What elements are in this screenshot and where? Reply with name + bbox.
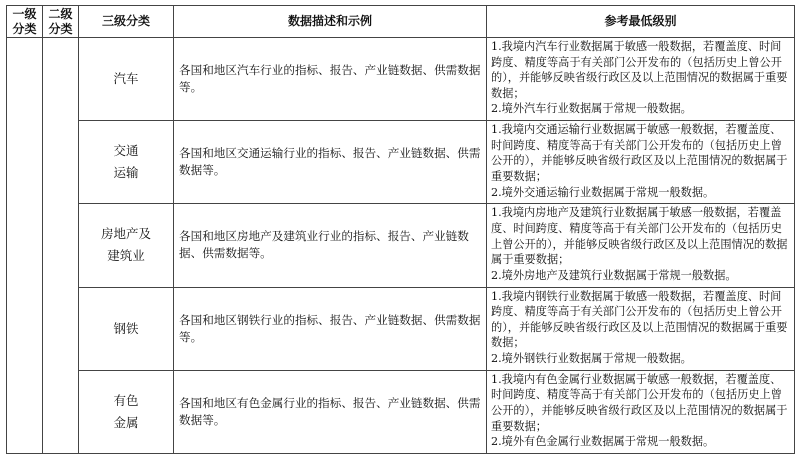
min-level-cell	[487, 370, 795, 453]
category-line: 钢铁	[113, 320, 139, 336]
category-cell	[79, 287, 174, 370]
min-level-item: 1.我境内交通运输行业数据属于敏感一般数据，若覆盖度、时间跨度、精度等高于有关部门公开发布的（包括历史上曾公开的），并能够反映省级行政区及以上范围情况的数据属于重要数据；	[491, 123, 788, 184]
description-cell: 各国和地区交通运输行业的指标、报告、产业链数据、供需数据等。	[174, 121, 487, 204]
table-row	[7, 370, 795, 453]
level1-cell	[7, 38, 43, 454]
min-level-item: 1.我境内房地产及建筑行业数据属于敏感一般数据，若覆盖度、时间跨度、精度等高于有关部门公开发布的（包括历史上曾公开的），并能够反映省级行政区及以上范围情况的数据属于重要数据；	[491, 206, 788, 267]
description-cell: 各国和地区钢铁行业的指标、报告、产业链数据、供需数据等。	[174, 287, 487, 370]
category-cell	[79, 121, 174, 204]
header-level1-line: 分类	[12, 21, 37, 36]
description-cell: 各国和地区有色金属行业的指标、报告、产业链数据、供需数据等。	[174, 370, 487, 453]
category-line: 金属	[113, 414, 139, 430]
min-level-item: 2.境外汽车行业数据属于常规一般数据。	[491, 102, 692, 116]
header-level1	[7, 6, 43, 38]
min-level-item: 2.境外钢铁行业数据属于常规一般数据。	[491, 351, 692, 365]
category-line: 汽车	[113, 71, 139, 87]
min-level-item: 2.境外房地产及建筑行业数据属于常规一般数据。	[491, 268, 737, 282]
category-line: 交通	[113, 143, 139, 159]
header-level2	[43, 6, 79, 38]
min-level-item: 1.我境内汽车行业数据属于敏感一般数据，若覆盖度、时间跨度、精度等高于有关部门公开发布的（包括历史上曾公开的），并能够反映省级行政区及以上范围情况的数据属于重要数据；	[491, 40, 788, 100]
min-level-item: 1.我境内钢铁行业数据属于敏感一般数据，若覆盖度、时间跨度、精度等高于有关部门公开发布的（包括历史上曾公开的），并能够反映省级行政区及以上范围情况的数据属于重要数据；	[491, 289, 788, 350]
category-line: 运输	[113, 165, 139, 181]
min-level-item: 2.境外交通运输行业数据属于常规一般数据。	[491, 185, 715, 199]
category-cell	[79, 204, 174, 287]
header-level3: 三级分类	[79, 6, 174, 38]
level2-cell	[43, 38, 79, 454]
header-row	[7, 6, 795, 38]
table-row	[7, 38, 795, 121]
min-level-item: 2.境外有色金属行业数据属于常规一般数据。	[491, 435, 715, 449]
header-level1-line: 一级	[12, 6, 37, 21]
header-level2-line: 分类	[48, 21, 73, 36]
header-description: 数据描述和示例	[174, 6, 487, 38]
category-line: 有色	[113, 392, 139, 408]
table-row	[7, 204, 795, 287]
classification-table	[6, 5, 795, 454]
category-cell	[79, 38, 174, 121]
table-row	[7, 121, 795, 204]
category-line: 建筑业	[107, 248, 145, 264]
min-level-item: 1.我境内有色金属行业数据属于敏感一般数据，若覆盖度、时间跨度、精度等高于有关部门公开发布的（包括历史上曾公开的），并能够反映省级行政区及以上范围情况的数据属于重要数据；	[491, 372, 788, 433]
min-level-cell	[487, 38, 795, 121]
header-level2-line: 二级	[48, 6, 73, 21]
category-cell	[79, 370, 174, 453]
min-level-cell	[487, 121, 795, 204]
min-level-cell	[487, 287, 795, 370]
table-row	[7, 287, 795, 370]
category-line: 房地产及	[100, 226, 151, 242]
header-min-level: 参考最低级别	[487, 6, 795, 38]
description-cell: 各国和地区房地产及建筑业行业的指标、报告、产业链数据、供需数据等。	[174, 204, 487, 287]
description-cell: 各国和地区汽车行业的指标、报告、产业链数据、供需数据等。	[174, 38, 487, 121]
min-level-cell	[487, 204, 795, 287]
